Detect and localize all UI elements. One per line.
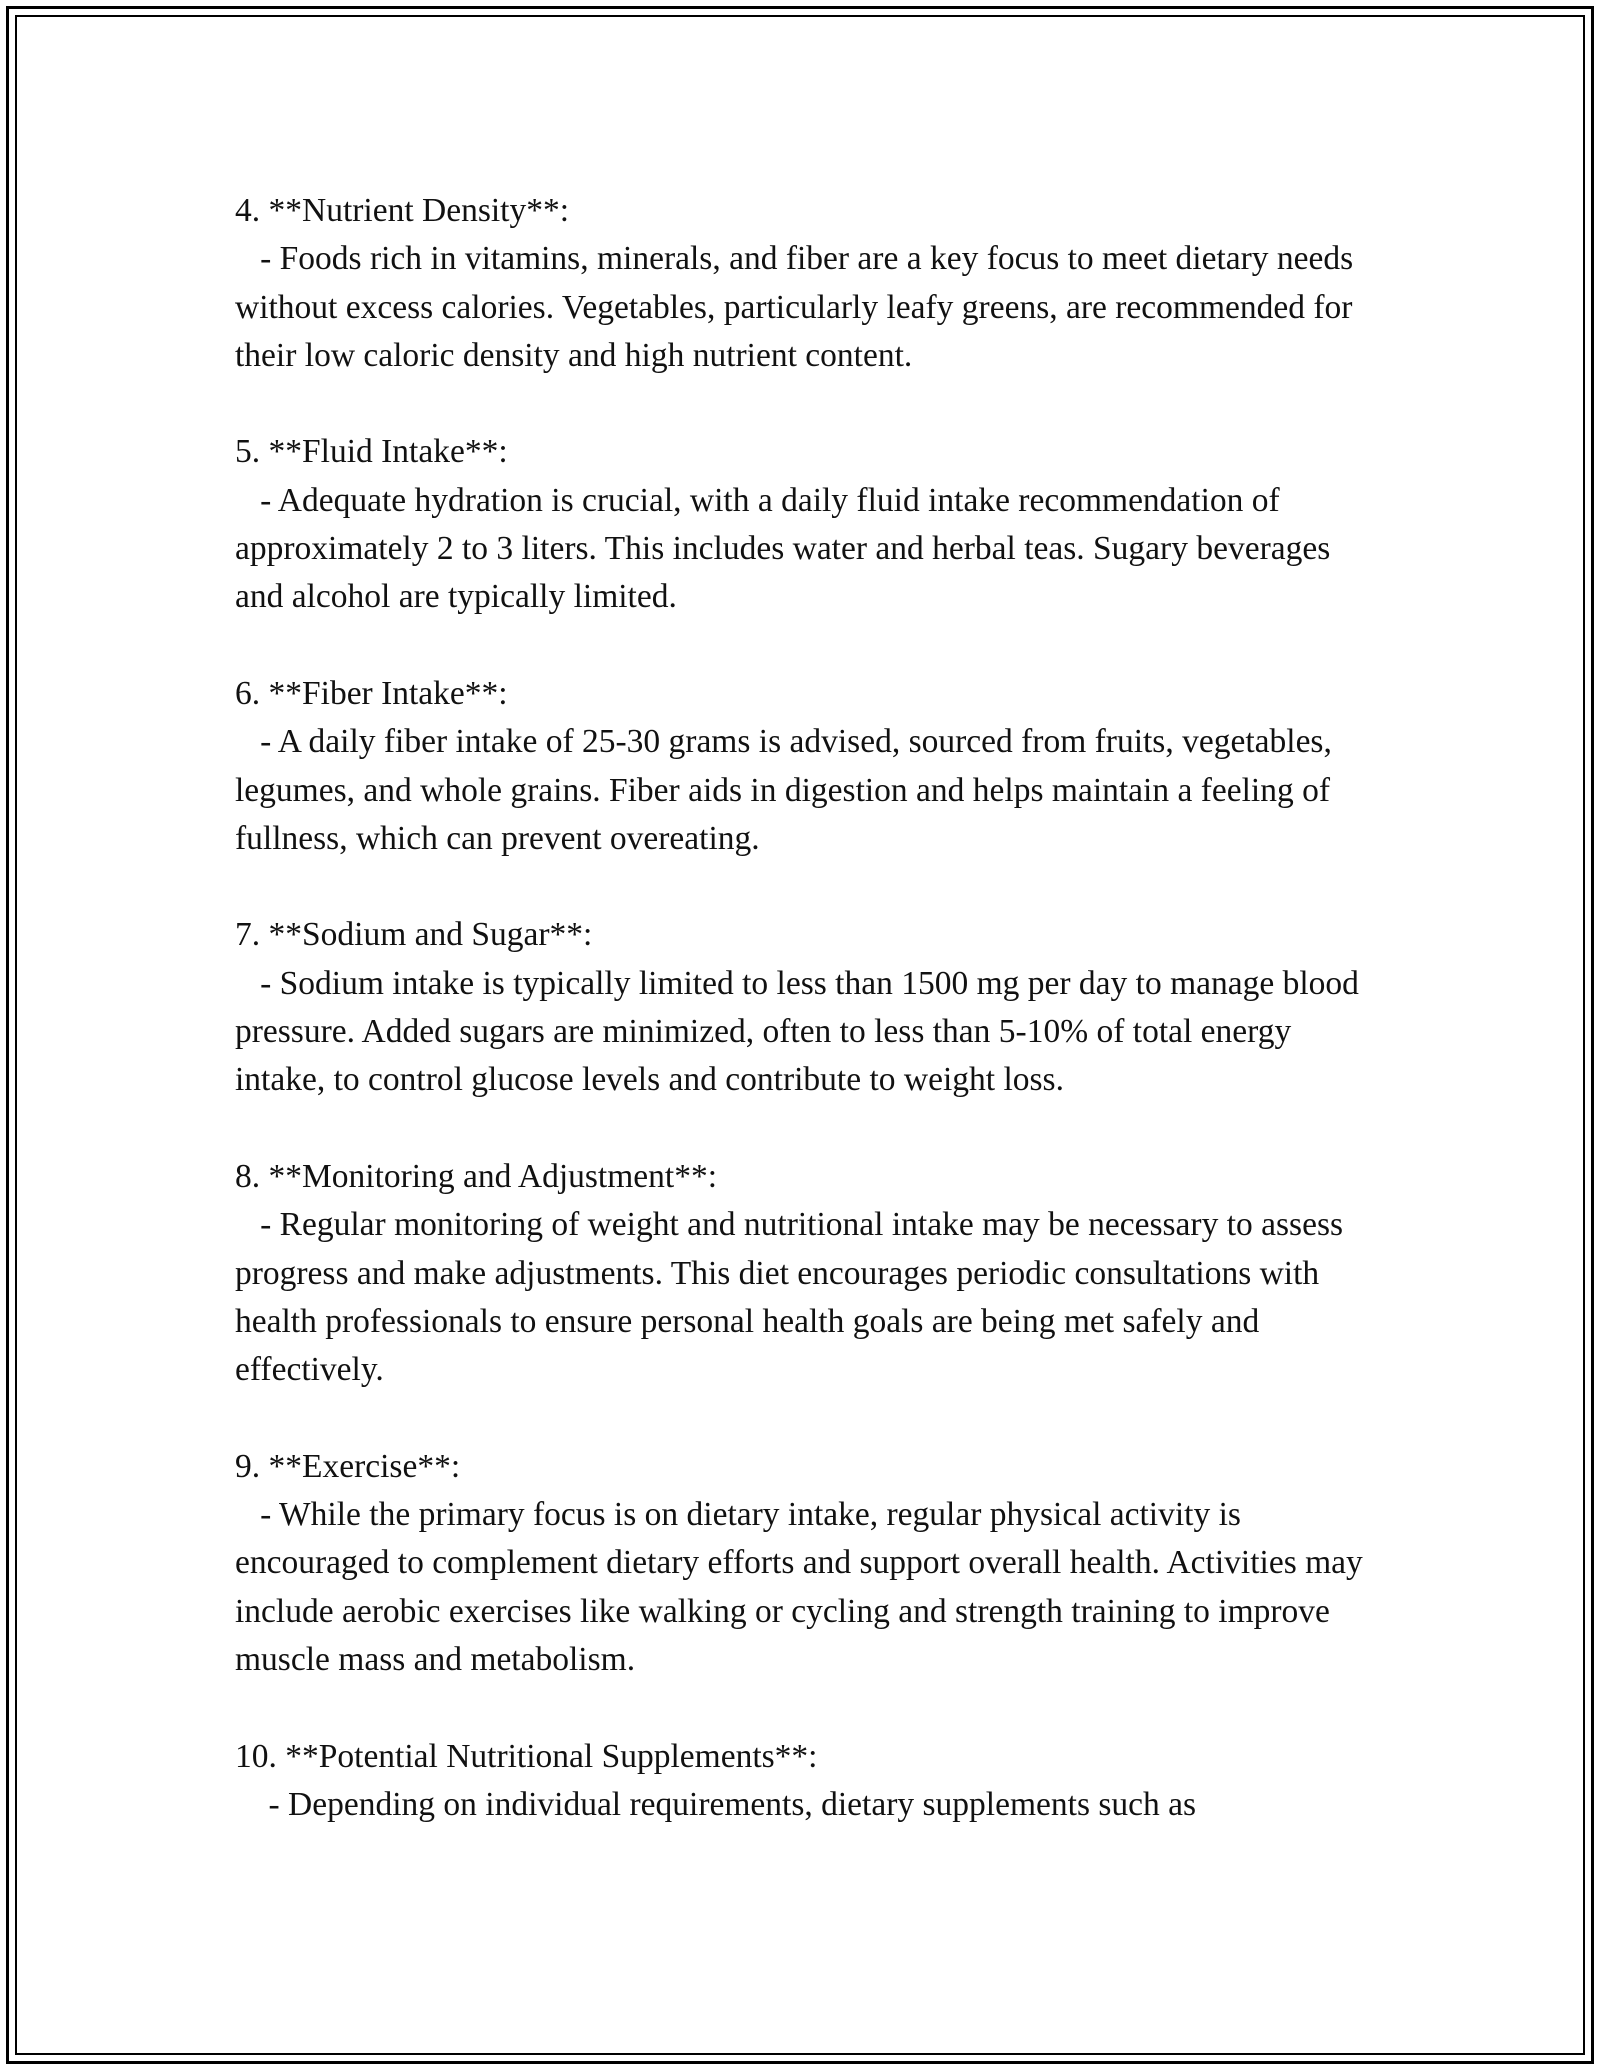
section-text: - While the primary focus is on dietary intake, regular physical activity is encouraged to complement dietary efforts and support overall health. Activities may include aerobic exercises like walking or cycling and strength training to improve muscle mass and metabolism.: [235, 1496, 1372, 1678]
section-text: - Regular monitoring of weight and nutritional intake may be necessary to assess progress and make adjustments. This diet encourages periodic consultations with health professionals to ensure personal health goals are being met safely and effectively.: [235, 1206, 1352, 1389]
section-monitoring-and-adjustment: [235, 1153, 1380, 1394]
section-heading: 10. **Potential Nutritional Supplements**:: [235, 1737, 818, 1775]
section-text: - Foods rich in vitamins, minerals, and fiber are a key focus to meet dietary needs without excess calories. Vegetables, particularly leafy greens, are recommended for their low caloric density and high nutrient content.: [235, 240, 1362, 374]
section-fluid-intake: [235, 428, 1380, 621]
section-text: - Adequate hydration is crucial, with a daily fluid intake recommendation of approximately 2 to 3 liters. This includes water and herbal teas. Sugary beverages and alcohol are typically limited.: [235, 481, 1339, 616]
section-text: - A daily fiber intake of 25-30 grams is advised, sourced from fruits, vegetables, legumes, and whole grains. Fiber aids in digestion and helps maintain a feeling of fullness, which can prevent overeating.: [235, 723, 1341, 857]
section-heading: 8. **Monitoring and Adjustment**:: [235, 1157, 718, 1195]
section-nutritional-supplements: [235, 1733, 1380, 1830]
section-heading: 7. **Sodium and Sugar**:: [235, 916, 593, 954]
section-text: - Depending on individual requirements, dietary supplements such as: [235, 1785, 1197, 1823]
section-exercise: [235, 1443, 1380, 1684]
section-heading: 9. **Exercise**:: [235, 1447, 461, 1485]
document-body: [235, 187, 1380, 1829]
section-text: - Sodium intake is typically limited to less than 1500 mg per day to manage blood pressure. Added sugars are minimized, often to less than 5-10% of total energy intake, to control glucose levels and contribute to weight loss.: [235, 964, 1368, 1099]
section-heading: 4. **Nutrient Density**:: [235, 192, 570, 229]
section-nutrient-density: [235, 187, 1380, 380]
section-fiber-intake: [235, 670, 1380, 863]
section-heading: 5. **Fluid Intake**:: [235, 433, 508, 471]
section-heading: 6. **Fiber Intake**:: [235, 674, 508, 712]
section-sodium-and-sugar: [235, 911, 1380, 1104]
